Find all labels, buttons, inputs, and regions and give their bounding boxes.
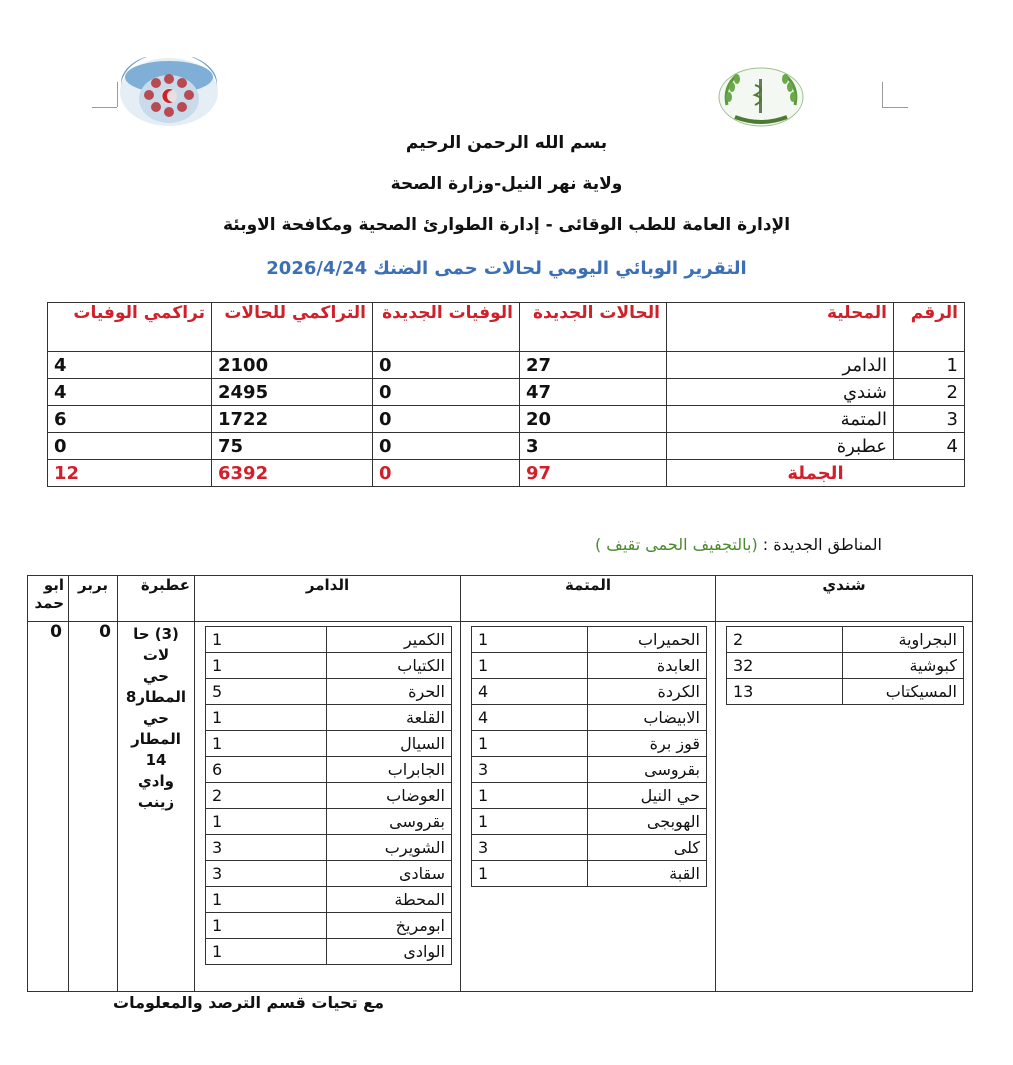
row-number: 1 bbox=[894, 352, 965, 379]
table-row bbox=[48, 352, 965, 379]
list-item bbox=[206, 705, 452, 731]
corner-mark-right bbox=[882, 82, 908, 108]
area-count: 1 bbox=[206, 887, 327, 913]
shendi-areas-list bbox=[726, 626, 964, 705]
basmala: بسم الله الرحمن الرحيم bbox=[405, 133, 608, 153]
header-new-deaths: الوفيات الجديدة bbox=[373, 303, 520, 352]
atbara-line: حي bbox=[143, 709, 169, 727]
area-count: 1 bbox=[472, 783, 588, 809]
area-name: الهوبجى bbox=[588, 809, 707, 835]
atbara-line: زينب bbox=[137, 793, 175, 811]
list-item bbox=[472, 679, 707, 705]
area-name: بقروسى bbox=[588, 757, 707, 783]
area-name: حي النيل bbox=[588, 783, 707, 809]
list-item bbox=[206, 835, 452, 861]
new-areas-label: المناطق الجديدة : bbox=[762, 535, 882, 554]
area-count: 2 bbox=[727, 627, 843, 653]
area-name: الكتياب bbox=[327, 653, 452, 679]
area-count: 1 bbox=[206, 731, 327, 757]
list-item bbox=[206, 679, 452, 705]
list-item bbox=[206, 887, 452, 913]
list-item bbox=[727, 679, 964, 705]
area-name: قوز برة bbox=[588, 731, 707, 757]
list-item bbox=[472, 783, 707, 809]
row-number: 4 bbox=[894, 433, 965, 460]
area-count: 3 bbox=[206, 861, 327, 887]
corner-mark-left-vertical bbox=[117, 82, 118, 107]
area-name: الجابراب bbox=[327, 757, 452, 783]
area-count: 6 bbox=[206, 757, 327, 783]
header-cumulative-deaths: تراكمي الوفيات bbox=[48, 303, 212, 352]
atbara-line: (3) حا bbox=[133, 625, 179, 643]
column-damer: الدامر bbox=[195, 576, 461, 622]
area-name: ابومريخ bbox=[327, 913, 452, 939]
state-ministry-line: ولاية نهر النيل-وزارة الصحة bbox=[390, 174, 623, 194]
area-name: المحطة bbox=[327, 887, 452, 913]
total-new-deaths: 0 bbox=[373, 460, 520, 487]
area-count: 1 bbox=[206, 653, 327, 679]
row-locality: الدامر bbox=[667, 352, 894, 379]
atbara-line: 14 bbox=[145, 751, 167, 769]
area-name: الحميراب bbox=[588, 627, 707, 653]
area-name: الابيضاب bbox=[588, 705, 707, 731]
list-item bbox=[472, 757, 707, 783]
report-title: التقرير الوبائي اليومي لحالات حمى الضنك 2026/4/24 bbox=[266, 258, 747, 279]
area-count: 13 bbox=[727, 679, 843, 705]
list-item bbox=[206, 783, 452, 809]
area-count: 4 bbox=[472, 679, 588, 705]
row-new-cases: 20 bbox=[520, 406, 667, 433]
matamma-cell bbox=[461, 622, 716, 992]
atbara-line: المطار8 bbox=[125, 688, 187, 706]
area-name: العابدة bbox=[588, 653, 707, 679]
area-name: القلعة bbox=[327, 705, 452, 731]
row-new-deaths: 0 bbox=[373, 379, 520, 406]
summary-table bbox=[47, 302, 965, 487]
row-new-deaths: 0 bbox=[373, 352, 520, 379]
area-count: 1 bbox=[472, 653, 588, 679]
row-locality: شندي bbox=[667, 379, 894, 406]
area-name: الكردة bbox=[588, 679, 707, 705]
row-cumulative-deaths: 4 bbox=[48, 352, 212, 379]
list-item bbox=[727, 653, 964, 679]
row-cumulative-deaths: 0 bbox=[48, 433, 212, 460]
list-item bbox=[206, 913, 452, 939]
list-item bbox=[206, 757, 452, 783]
list-item bbox=[206, 731, 452, 757]
atbara-line: المطار bbox=[131, 730, 181, 748]
row-locality: عطبرة bbox=[667, 433, 894, 460]
area-count: 32 bbox=[727, 653, 843, 679]
total-label: الجملة bbox=[667, 460, 965, 487]
berber-cell bbox=[69, 622, 118, 992]
red-crescent-logo bbox=[119, 57, 219, 127]
row-new-cases: 47 bbox=[520, 379, 667, 406]
atbara-line: حي bbox=[143, 667, 169, 685]
total-new-cases: 97 bbox=[520, 460, 667, 487]
column-shendi: شندي bbox=[716, 576, 973, 622]
row-cumulative-cases: 2495 bbox=[212, 379, 373, 406]
header-locality: المحلية bbox=[667, 303, 894, 352]
list-item bbox=[206, 653, 452, 679]
area-name: بقروسى bbox=[327, 809, 452, 835]
list-item bbox=[206, 939, 452, 965]
list-item bbox=[472, 653, 707, 679]
row-new-deaths: 0 bbox=[373, 433, 520, 460]
column-abu-hamad: ابو حمد bbox=[28, 576, 69, 622]
row-cumulative-cases: 1722 bbox=[212, 406, 373, 433]
list-item bbox=[206, 809, 452, 835]
list-item bbox=[472, 809, 707, 835]
department-line: الإدارة العامة للطب الوقائى - إدارة الطوارئ الصحية ومكافحة الاوبئة bbox=[222, 215, 791, 235]
area-count: 1 bbox=[206, 705, 327, 731]
damer-cell bbox=[195, 622, 461, 992]
area-name: الكمير bbox=[327, 627, 452, 653]
area-count: 1 bbox=[472, 809, 588, 835]
row-number: 3 bbox=[894, 406, 965, 433]
matamma-areas-list bbox=[471, 626, 707, 887]
table-row bbox=[48, 379, 965, 406]
column-matamma: المتمة bbox=[461, 576, 716, 622]
area-count: 3 bbox=[472, 835, 588, 861]
column-atbara: عطبرة bbox=[118, 576, 195, 622]
list-item bbox=[206, 861, 452, 887]
area-count: 1 bbox=[472, 861, 588, 887]
abu-hamad-cell bbox=[28, 622, 69, 992]
area-name: كلى bbox=[588, 835, 707, 861]
list-item bbox=[472, 731, 707, 757]
row-locality: المتمة bbox=[667, 406, 894, 433]
area-count: 5 bbox=[206, 679, 327, 705]
atbara-line: وادي bbox=[138, 772, 174, 790]
total-row bbox=[48, 460, 965, 487]
area-name: البجراوية bbox=[843, 627, 964, 653]
area-count: 3 bbox=[472, 757, 588, 783]
area-count: 4 bbox=[472, 705, 588, 731]
header-new-cases: الحالات الجديدة bbox=[520, 303, 667, 352]
list-item bbox=[206, 627, 452, 653]
area-name: المسيكتاب bbox=[843, 679, 964, 705]
row-new-cases: 3 bbox=[520, 433, 667, 460]
area-count: 1 bbox=[206, 627, 327, 653]
row-number: 2 bbox=[894, 379, 965, 406]
row-cumulative-cases: 2100 bbox=[212, 352, 373, 379]
list-item bbox=[472, 835, 707, 861]
atbara-cell bbox=[118, 622, 195, 992]
area-count: 1 bbox=[206, 913, 327, 939]
shendi-cell bbox=[716, 622, 973, 992]
area-name: العوضاب bbox=[327, 783, 452, 809]
table-row bbox=[48, 433, 965, 460]
area-name: الشويرب bbox=[327, 835, 452, 861]
berber-value: 0 bbox=[99, 622, 111, 642]
area-name: السيال bbox=[327, 731, 452, 757]
list-item bbox=[472, 861, 707, 887]
area-name: الحرة bbox=[327, 679, 452, 705]
column-berber: بربر bbox=[69, 576, 118, 622]
row-new-deaths: 0 bbox=[373, 406, 520, 433]
area-name: القبة bbox=[588, 861, 707, 887]
list-item bbox=[472, 705, 707, 731]
new-areas-table bbox=[27, 575, 973, 992]
area-count: 3 bbox=[206, 835, 327, 861]
corner-mark-left bbox=[92, 82, 117, 108]
signoff: مع تحيات قسم الترصد والمعلومات bbox=[112, 993, 384, 1012]
ministry-of-health-emblem bbox=[717, 67, 805, 127]
atbara-line: لات bbox=[142, 646, 170, 664]
area-count: 1 bbox=[206, 939, 327, 965]
list-item bbox=[727, 627, 964, 653]
row-cumulative-deaths: 4 bbox=[48, 379, 212, 406]
area-name: الوادى bbox=[327, 939, 452, 965]
header-cumulative-cases: التراكمي للحالات bbox=[212, 303, 373, 352]
area-count: 1 bbox=[472, 627, 588, 653]
list-item bbox=[472, 627, 707, 653]
header-number: الرقم bbox=[894, 303, 965, 352]
new-areas-note: (بالتجفيف الحمى تقيف ) bbox=[594, 535, 758, 554]
abu-hamad-value: 0 bbox=[50, 622, 62, 642]
area-count: 1 bbox=[206, 809, 327, 835]
area-count: 2 bbox=[206, 783, 327, 809]
row-cumulative-cases: 75 bbox=[212, 433, 373, 460]
total-cumulative-cases: 6392 bbox=[212, 460, 373, 487]
table-row bbox=[48, 406, 965, 433]
row-new-cases: 27 bbox=[520, 352, 667, 379]
area-name: كبوشية bbox=[843, 653, 964, 679]
damer-areas-list bbox=[205, 626, 452, 965]
new-areas-heading bbox=[500, 535, 882, 554]
area-count: 1 bbox=[472, 731, 588, 757]
total-cumulative-deaths: 12 bbox=[48, 460, 212, 487]
area-name: سقادى bbox=[327, 861, 452, 887]
row-cumulative-deaths: 6 bbox=[48, 406, 212, 433]
